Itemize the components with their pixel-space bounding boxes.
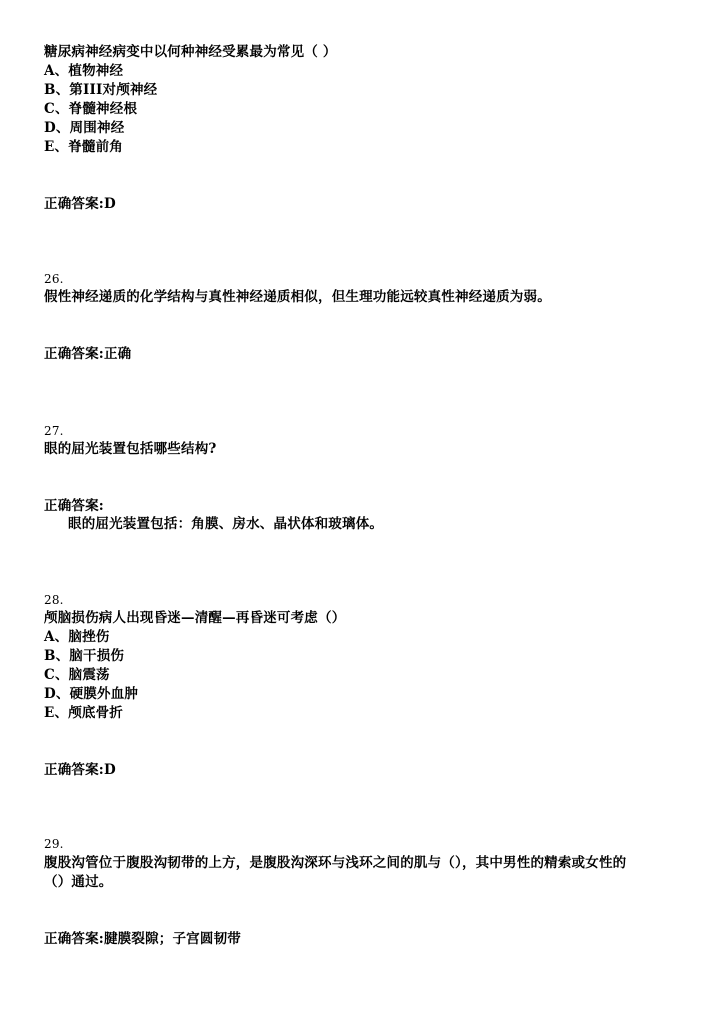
- question-27-number: 27.: [44, 424, 64, 438]
- question-28-option-b: B、脑干损伤: [44, 648, 125, 664]
- question-28-option-d: D、硬膜外血肿: [44, 686, 139, 702]
- question-25-answer: 正确答案:D: [44, 196, 116, 212]
- question-27-stem: 眼的屈光装置包括哪些结构?: [44, 441, 217, 457]
- question-28-stem: 颅脑损伤病人出现昏迷—清醒—再昏迷可考虑（）: [44, 610, 346, 626]
- question-27-answer-label: 正确答案:: [44, 498, 104, 514]
- question-27-answer-text: 眼的屈光装置包括：角膜、房水、晶状体和玻璃体。: [68, 516, 384, 532]
- question-29-number: 29.: [44, 837, 64, 851]
- question-25-option-e: E、脊髓前角: [44, 139, 123, 155]
- question-29-stem-line-2: （）通过。: [44, 874, 113, 890]
- question-28-option-c: C、脑震荡: [44, 667, 110, 683]
- question-26-number: 26.: [44, 272, 64, 286]
- question-25-option-d: D、周围神经: [44, 120, 125, 136]
- question-28-option-a: A、脑挫伤: [44, 629, 110, 645]
- question-25-option-b: B、第III对颅神经: [44, 82, 158, 98]
- question-28-option-e: E、颅底骨折: [44, 705, 123, 721]
- question-25-option-a: A、植物神经: [44, 63, 124, 79]
- question-28-answer: 正确答案:D: [44, 762, 116, 778]
- question-29-stem-line-1: 腹股沟管位于腹股沟韧带的上方，是腹股沟深环与浅环之间的肌与（），其中男性的精索或女性的: [44, 855, 627, 871]
- question-28-number: 28.: [44, 593, 64, 607]
- question-26-stem: 假性神经递质的化学结构与真性神经递质相似，但生理功能远较真性神经递质为弱。: [44, 289, 551, 305]
- question-25-option-c: C、脊髓神经根: [44, 101, 138, 117]
- question-25-stem: 糖尿病神经病变中以何种神经受累最为常见（ ）: [44, 44, 337, 60]
- question-29-answer: 正确答案:腱膜裂隙；子宫圆韧带: [44, 931, 241, 947]
- question-26-answer: 正确答案:正确: [44, 346, 132, 362]
